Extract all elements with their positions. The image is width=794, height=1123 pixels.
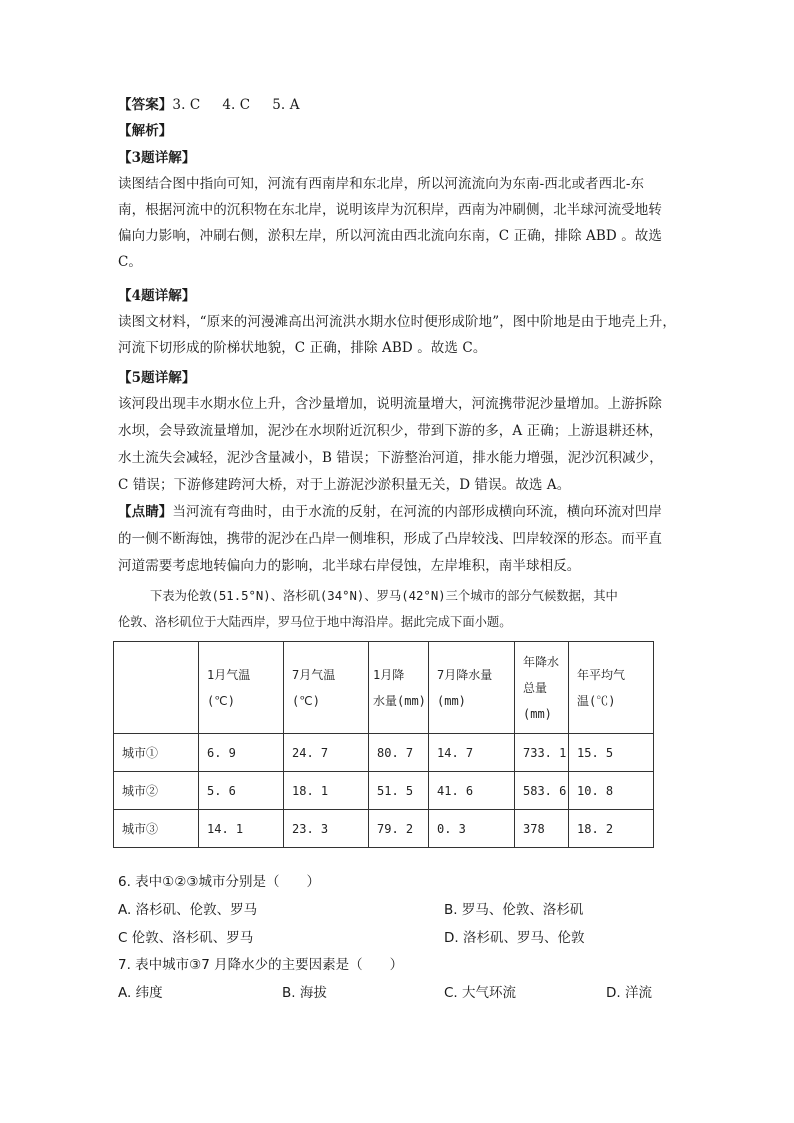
q5-line: 水土流失会减轻，泥沙含量减小，B 错误；下游整治河道，排水能力增强，泥沙沉积减少， <box>118 450 663 466</box>
header-cell: 年平均气 温(℃) <box>569 642 654 734</box>
table-cell: 41. 6 <box>429 772 515 810</box>
q7-option-c[interactable]: C. 大气环流 <box>444 985 517 1001</box>
table-cell: 378 <box>515 810 569 848</box>
table-cell: 0. 3 <box>429 810 515 848</box>
q5-line: C 错误；下游修建跨河大桥，对于上游泥沙淤积量无关，D 错误。故选 A。 <box>118 477 571 493</box>
q6-option-d[interactable]: D. 洛杉矶、罗马、伦敦 <box>444 930 585 946</box>
table-row <box>114 734 654 772</box>
tip-line <box>118 499 678 525</box>
header-cell-empty <box>114 642 199 734</box>
table-row <box>114 810 654 848</box>
q3-line: 偏向力影响，冲刷右侧，淤积左岸，所以河流由西北流向东南，C 正确，排除 ABD 。故选 <box>118 228 662 244</box>
q6-option-c[interactable]: C 伦敦、洛杉矶、罗马 <box>118 930 254 946</box>
row-label: 城市① <box>114 734 199 772</box>
answer-line <box>118 92 678 118</box>
table-cell: 733. 1 <box>515 734 569 772</box>
header-cell: 年降水 总量 (mm) <box>515 642 569 734</box>
table-cell: 79. 2 <box>369 810 429 848</box>
tip-heading: 【点睛】 <box>118 504 173 520</box>
tip-line: 的一侧不断海蚀，携带的泥沙在凸岸一侧堆积，形成了凸岸较浅、凹岸较深的形态。而平直 <box>118 531 662 547</box>
row-label: 城市③ <box>114 810 199 848</box>
q7-option-a[interactable]: A. 纬度 <box>118 985 163 1001</box>
answer-label: 【答案】 <box>118 97 173 113</box>
table-row <box>114 772 654 810</box>
answer-5: 5. A <box>272 97 300 113</box>
q4-line: 河流下切形成的阶梯状地貌，C 正确，排除 ABD 。故选 C。 <box>118 340 487 356</box>
q5-line: 水坝，会导致流量增加，泥沙在水坝附近沉积少，带到下游的多，A 正确；上游退耕还林， <box>118 423 663 439</box>
header-cell: 7月降水量 (mm) <box>429 642 515 734</box>
table-cell: 14. 1 <box>199 810 284 848</box>
table-cell: 6. 9 <box>199 734 284 772</box>
q3-line: C。 <box>118 254 143 270</box>
table-cell: 5. 6 <box>199 772 284 810</box>
answer-4: 4. C <box>222 97 251 113</box>
table-cell: 583. 6 <box>515 772 569 810</box>
table-cell: 18. 1 <box>284 772 369 810</box>
q6-option-b[interactable]: B. 罗马、伦敦、洛杉矶 <box>444 902 584 918</box>
row-label: 城市② <box>114 772 199 810</box>
intro-line: 伦敦、洛杉矶位于大陆西岸，罗马位于地中海沿岸。据此完成下面小题。 <box>118 615 512 629</box>
table-cell: 10. 8 <box>569 772 654 810</box>
q5-line: 该河段出现丰水期水位上升，含沙量增加，说明流量增大，河流携带泥沙量增加。上游拆除 <box>118 396 662 412</box>
table-cell: 15. 5 <box>569 734 654 772</box>
q3-heading: 【3题详解】 <box>118 150 196 166</box>
table-cell: 51. 5 <box>369 772 429 810</box>
tip-line: 河道需要考虑地转偏向力的影响，北半球右岸侵蚀，左岸堆积，南半球相反。 <box>118 558 581 574</box>
answer-3: 3. C <box>172 97 201 113</box>
table-cell: 24. 7 <box>284 734 369 772</box>
q7-option-b[interactable]: B. 海拔 <box>282 985 327 1001</box>
q5-heading: 【5题详解】 <box>118 370 196 386</box>
q3-line: 读图结合图中指向可知，河流有西南岸和东北岸，所以河流流向为东南-西北或者西北-东 <box>118 176 645 192</box>
q7-option-d[interactable]: D. 洋流 <box>606 985 652 1001</box>
table-cell: 18. 2 <box>569 810 654 848</box>
climate-table <box>113 641 654 848</box>
table-cell: 14. 7 <box>429 734 515 772</box>
table-header-row <box>114 642 654 734</box>
intro-line: 下表为伦敦(51.5°N)、洛杉矶(34°N)、罗马(42°N)三个城市的部分气候数据，其中 <box>150 589 618 603</box>
q3-line: 南，根据河流中的沉积物在东北岸，说明该岸为沉积岸，西南为冲刷侧，北半球河流受地转 <box>118 202 662 218</box>
q4-line: 读图文材料，“原来的河漫滩高出河流洪水期水位时便形成阶地”，图中阶地是由于地壳上升， <box>118 314 677 330</box>
table-cell: 23. 3 <box>284 810 369 848</box>
q6-option-a[interactable]: A. 洛杉矶、伦敦、罗马 <box>118 902 258 918</box>
header-cell: 7月气温 (℃) <box>284 642 369 734</box>
header-cell: 1月气温 (℃) <box>199 642 284 734</box>
analysis-label: 【解析】 <box>118 123 173 139</box>
q4-heading: 【4题详解】 <box>118 288 196 304</box>
table-cell: 80. 7 <box>369 734 429 772</box>
tip-text: 当河流有弯曲时，由于水流的反射，在河流的内部形成横向环流，横向环流对凹岸 <box>172 504 663 520</box>
header-cell: 1月降 水量(mm) <box>369 642 429 734</box>
q7-stem: 7. 表中城市③7 月降水少的主要因素是（ ） <box>118 957 404 973</box>
q6-stem: 6. 表中①②③城市分别是（ ） <box>118 874 320 890</box>
